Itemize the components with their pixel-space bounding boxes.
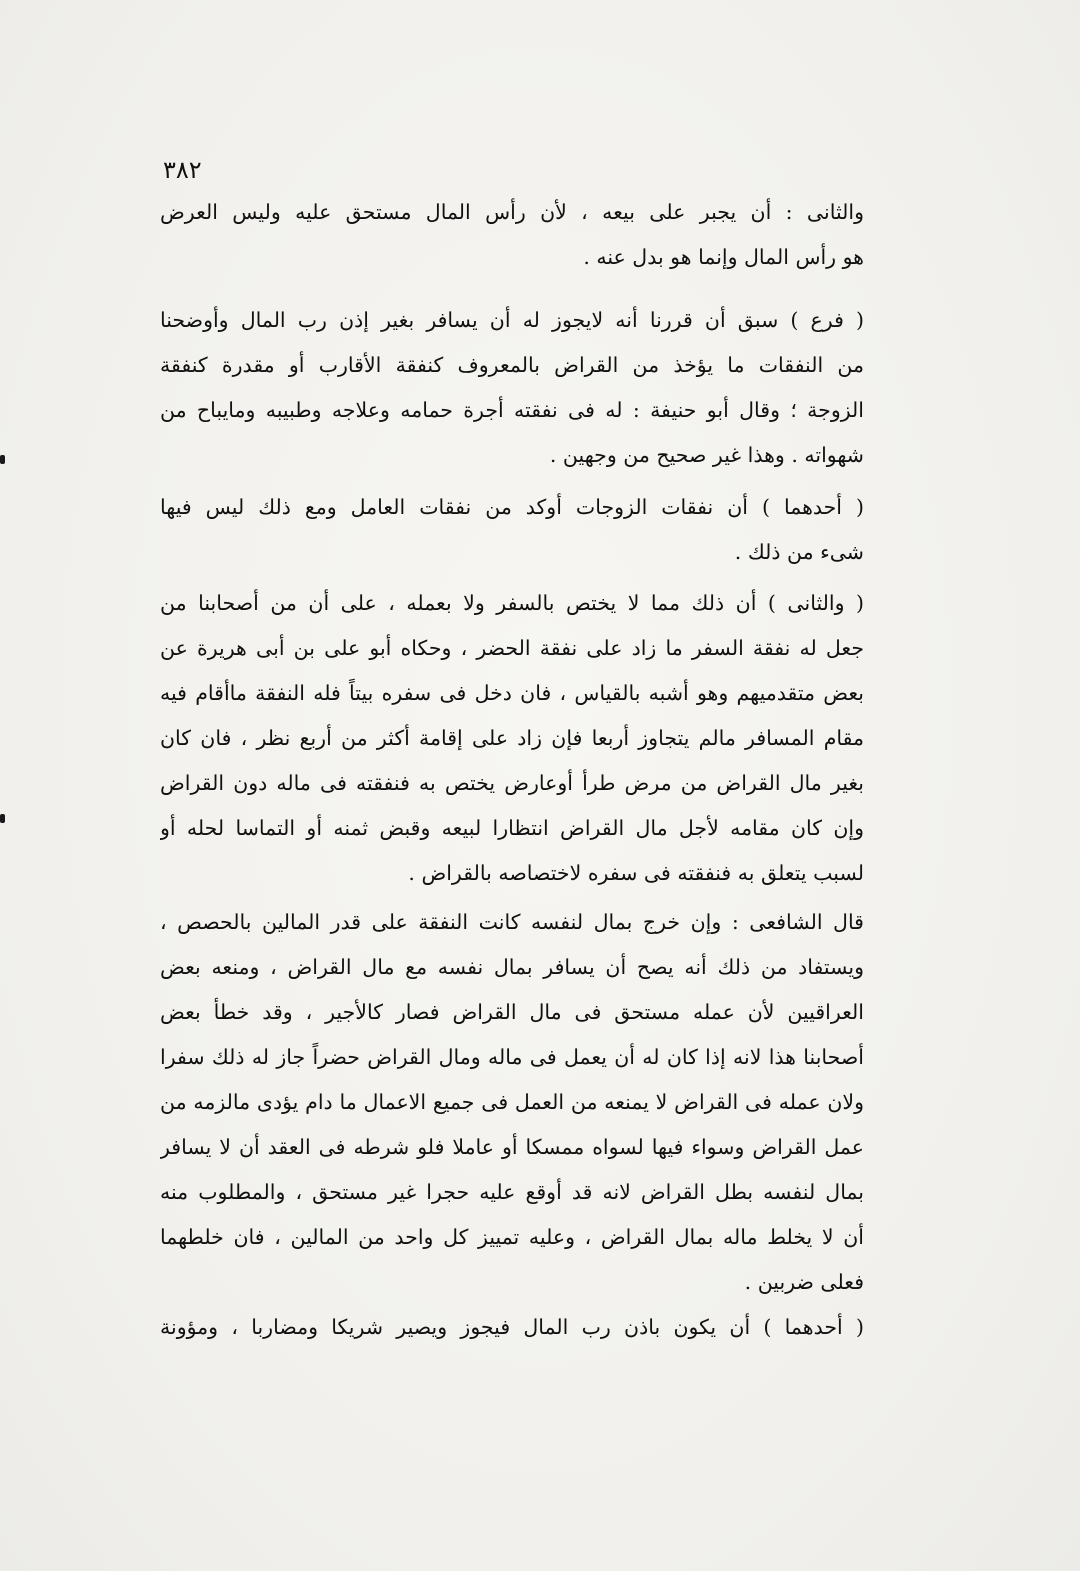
text-line: أن لا يخلط ماله بمال القراض ، وعليه تمييز كل واحد من المالين ، فان خلطهما — [160, 1225, 864, 1249]
paragraph-shafii-quote — [160, 900, 864, 1305]
text-line: ويستفاد من ذلك أنه يصح أن يسافر بمال نفسه مع مال القراض ، ومنعه بعض — [160, 955, 864, 979]
text-line: وإن كان مقامه لأجل مال القراض انتظارا لبيعه وقبض ثمنه أو التماسا لحله أو — [160, 816, 864, 840]
text-line: هو رأس المال وإنما هو بدل عنه . — [583, 245, 864, 269]
text-line: عمل القراض وسواء فيها لسواه ممسكا أو عاملا فلو شرطه فى العقد أن لا يسافر — [160, 1135, 864, 1159]
paragraph-branch-travel-expenses — [160, 298, 864, 478]
text-line: بمال لنفسه بطل القراض لانه قد أوقع عليه حجرا غير مستحق ، والمطلوب منه — [160, 1180, 864, 1204]
text-line: مقام المسافر مالم يتجاوز أربعا فإن زاد على إقامة أكثر من أربع نظر ، فان كان — [160, 726, 864, 750]
text-line: لسبب يتعلق به فنفقته فى سفره لاختصاصه بالقراض . — [408, 861, 864, 885]
text-line: شىء من ذلك . — [734, 540, 864, 564]
text-line: فعلى ضربين . — [744, 1270, 864, 1294]
text-line: جعل له نفقة السفر ما زاد على نفقة الحضر ، وحكاه أبو على بن أبى هريرة عن — [160, 636, 864, 660]
text-line: ( والثانى ) أن ذلك مما لا يختص بالسفر ولا بعمله ، على أن من أصحابنا من — [160, 591, 864, 615]
paragraph-second-reason — [160, 581, 864, 896]
paragraph-rest-of-second-opinion — [160, 190, 864, 280]
text-line: الزوجة ؛ وقال أبو حنيفة : له فى نفقته أجرة حمامه وعلاجه وطبيبه ومايباح من — [160, 398, 864, 422]
paragraph-first-reason — [160, 485, 864, 575]
text-line: شهواته . وهذا غير صحيح من وجهين . — [549, 443, 864, 467]
text-line: ( أحدهما ) أن نفقات الزوجات أوكد من نفقات العامل ومع ذلك ليس فيها — [160, 495, 864, 519]
text-line: ولان عمله فى القراض لا يمنعه من العمل فى جميع الاعمال ما دام يؤدى مالزمه من — [160, 1090, 864, 1114]
text-line: ( أحدهما ) أن يكون باذن رب المال فيجوز ويصير شريكا ومضاربا ، ومؤونة — [160, 1315, 864, 1339]
text-line: من النفقات ما يؤخذ من القراض بالمعروف كنفقة الأقارب أو مقدرة كنفقة — [160, 353, 864, 377]
text-line: والثانى : أن يجبر على بيعه ، لأن رأس المال مستحق عليه وليس العرض — [160, 200, 864, 224]
text-line: قال الشافعى : وإن خرج بمال لنفسه كانت النفقة على قدر المالين بالحصص ، — [160, 910, 864, 934]
page-number: ٣٨٢ — [163, 156, 202, 184]
text-line: أصحابنا هذا لانه إذا كان له أن يعمل فى ماله ومال القراض حضراً جاز له ذلك سفرا — [160, 1045, 864, 1069]
text-line: ( فرع ) سبق أن قررنا أنه لايجوز له أن يسافر بغير إذن رب المال وأوضحنا — [160, 308, 864, 332]
scan-margin-mark — [0, 455, 5, 464]
text-line: بعض متقدميهم وهو أشبه بالقياس ، فان دخل فى سفره بيتاً فله النفقة ماأقام فيه — [160, 681, 864, 705]
paragraph-first-case — [160, 1305, 864, 1350]
text-line: بغير مال القراض من مرض طرأ أوعارض يختص به فنفقته فى ماله دون القراض — [160, 771, 864, 795]
text-line: العراقيين لأن عمله مستحق فى مال القراض فصار كالأجير ، وقد خطأ بعض — [160, 1000, 864, 1024]
scan-margin-mark — [0, 814, 5, 823]
